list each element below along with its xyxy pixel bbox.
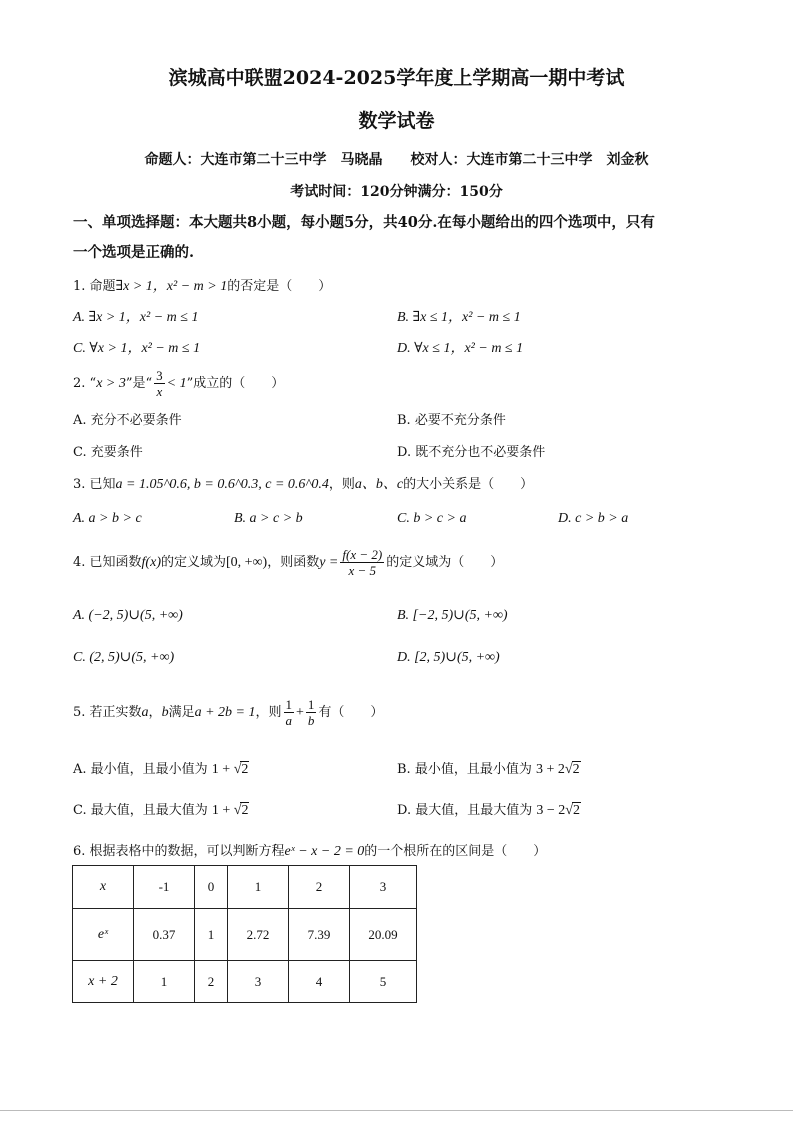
q5-d-math: 3 − 2√2 — [536, 803, 580, 818]
q4-func: f(x) — [141, 555, 161, 570]
q1-suffix: 的否定是（ ） — [227, 279, 332, 294]
q4-frac-num: f(x − 2) — [342, 547, 383, 562]
q2-frac-den: x — [156, 384, 163, 399]
q5-var-a: a — [141, 705, 149, 720]
q2-mid1: ”是“ — [125, 376, 153, 391]
q4-option-b: B. [−2, 5)∪(5, +∞) — [397, 608, 508, 623]
table-cell: -1 — [134, 866, 195, 909]
q6-suffix: 的一个根所在的区间是（ ） — [364, 844, 547, 859]
q3-option-a: A. a > b > c — [73, 511, 142, 526]
q5-a-text: A. 最小值，且最小值为 — [73, 762, 208, 777]
q5-c-text: C. 最大值，且最大值为 — [73, 803, 208, 818]
q2-option-c: C. 充要条件 — [73, 445, 143, 460]
q4-option-c: C. (2, 5)∪(5, +∞) — [73, 650, 175, 665]
q3-mid: ，则 — [328, 477, 355, 492]
q5-comma: ， — [148, 705, 162, 720]
table-cell: 1 — [228, 866, 289, 909]
q1-stem-math: ∃x > 1，x² − m > 1 — [115, 279, 228, 294]
question-1-stem — [73, 275, 331, 295]
question-2-stem — [73, 368, 284, 399]
question-5-stem — [73, 697, 383, 728]
q6-data-table — [72, 865, 417, 1003]
q2-fraction — [154, 368, 165, 399]
q5-fraction-2 — [306, 697, 317, 728]
exam-time-info: 考试时间：120分钟满分：150分 — [290, 184, 503, 200]
q6-prefix: 6. 根据表格中的数据，可以判断方程 — [73, 844, 285, 859]
q5-var-b: b — [161, 705, 169, 720]
table-cell: 1 — [195, 909, 228, 961]
exam-title: 滨城高中联盟2024-2025学年度上学期高一期中考试 — [168, 67, 625, 89]
q5-d-rad: 2 — [572, 803, 580, 818]
q2-option-a: A. 充分不必要条件 — [73, 413, 182, 428]
q5-option-a — [73, 758, 249, 778]
q5-c-rad: 2 — [241, 803, 249, 818]
q5-d-pre: 3 − 2 — [536, 803, 566, 818]
q4-mid2: ，则函数 — [267, 555, 320, 570]
q2-option-b: B. 必要不充分条件 — [397, 413, 506, 428]
q4-prefix: 4. 已知函数 — [73, 555, 142, 570]
table-cell: 3 — [350, 866, 417, 909]
q1-option-d: D. ∀x ≤ 1，x² − m ≤ 1 — [397, 341, 524, 356]
q5-frac2-den: b — [307, 713, 315, 728]
q3-prefix: 3. 已知 — [73, 477, 116, 492]
q2-cond1: x > 3 — [96, 376, 126, 391]
table-cell: 1 — [134, 961, 195, 1003]
table-cell: 4 — [289, 961, 350, 1003]
q5-c-pre: 1 + — [211, 803, 234, 818]
q5-fraction-1 — [284, 697, 295, 728]
table-cell: 0.37 — [134, 909, 195, 961]
q4-y-eq: y = — [319, 555, 339, 570]
q1-prefix: 1. 命题 — [73, 279, 116, 294]
q3-option-b: B. a > c > b — [234, 511, 303, 526]
q5-cond: a + 2b = 1 — [194, 705, 256, 720]
q2-cond2-tail: < 1 — [166, 376, 187, 391]
q4-suffix: 的定义域为（ ） — [386, 555, 504, 570]
table-cell: 20.09 — [350, 909, 417, 961]
table-cell: 3 — [228, 961, 289, 1003]
q2-suffix: ”成立的（ ） — [186, 376, 285, 391]
section-heading-line2: 一个选项是正确的. — [73, 244, 195, 261]
q5-b-rad: 2 — [572, 762, 580, 777]
question-3-stem — [73, 473, 533, 493]
q4-option-a: A. (−2, 5)∪(5, +∞) — [73, 608, 183, 623]
q2-option-d: D. 既不充分也不必要条件 — [397, 445, 546, 460]
section-heading-line1: 一、单项选择题：本大题共8小题，每小题5分，共40分.在每小题给出的四个选项中，只有 — [73, 214, 655, 231]
table-cell: 5 — [350, 961, 417, 1003]
q5-c-math: 1 + √2 — [211, 803, 249, 818]
table-cell: 2 — [195, 961, 228, 1003]
q5-mid2: ，则 — [255, 705, 282, 720]
q3-suffix: 的大小关系是（ ） — [403, 477, 534, 492]
table-row-header: x + 2 — [73, 961, 134, 1003]
table-row-header: eˣ — [73, 909, 134, 961]
q6-equation: eˣ − x − 2 = 0 — [284, 844, 365, 859]
q5-b-math: 3 + 2√2 — [535, 762, 580, 777]
q5-option-b — [397, 758, 581, 778]
q5-b-text: B. 最小值，且最小值为 — [397, 762, 532, 777]
q1-option-a: A. ∃x > 1，x² − m ≤ 1 — [73, 310, 199, 325]
exam-authors: 命题人：大连市第二十三中学 马晓晶 校对人：大连市第二十三中学 刘金秋 — [144, 152, 649, 168]
q1-option-b: B. ∃x ≤ 1，x² − m ≤ 1 — [397, 310, 521, 325]
q5-suffix: 有（ ） — [318, 705, 384, 720]
q5-a-pre: 1 + — [211, 762, 234, 777]
question-4-stem — [73, 547, 503, 578]
q2-frac-num: 3 — [156, 368, 163, 383]
page-bottom-divider — [0, 1110, 793, 1111]
q5-prefix: 5. 若正实数 — [73, 705, 142, 720]
q3-stem-math: a = 1.05^0.6, b = 0.6^0.3, c = 0.6^0.4 — [115, 477, 329, 492]
q5-mid1: 满足 — [168, 705, 195, 720]
q5-a-math: 1 + √2 — [211, 762, 249, 777]
q1-option-c: C. ∀x > 1，x² − m ≤ 1 — [73, 341, 201, 356]
table-cell: 7.39 — [289, 909, 350, 961]
q5-plus: + — [296, 705, 304, 720]
q5-frac2-num: 1 — [307, 697, 315, 712]
table-cell: 2.72 — [228, 909, 289, 961]
q5-option-c — [73, 799, 249, 819]
q5-b-pre: 3 + 2 — [535, 762, 565, 777]
q4-frac-den: x − 5 — [348, 563, 377, 578]
table-row — [73, 961, 417, 1003]
q5-d-text: D. 最大值，且最大值为 — [397, 803, 533, 818]
table-row-header: x — [73, 866, 134, 909]
question-6-stem — [73, 840, 546, 860]
q5-option-d — [397, 799, 581, 819]
q5-frac1-den: a — [285, 713, 292, 728]
table-row — [73, 909, 417, 961]
exam-subtitle: 数学试卷 — [358, 110, 435, 132]
q4-fraction — [340, 547, 384, 578]
q3-vars: a、b、c — [354, 477, 404, 492]
q3-option-d: D. c > b > a — [558, 511, 629, 526]
table-row — [73, 866, 417, 909]
q3-option-c: C. b > c > a — [397, 511, 467, 526]
q5-a-rad: 2 — [241, 762, 249, 777]
q4-mid1: 的定义域为 — [160, 555, 226, 570]
table-cell: 0 — [195, 866, 228, 909]
q5-frac1-num: 1 — [285, 697, 292, 712]
q2-prefix: 2. “ — [73, 376, 97, 391]
q4-option-d: D. [2, 5)∪(5, +∞) — [397, 650, 500, 665]
q4-domain: [0, +∞) — [226, 555, 268, 570]
table-cell: 2 — [289, 866, 350, 909]
